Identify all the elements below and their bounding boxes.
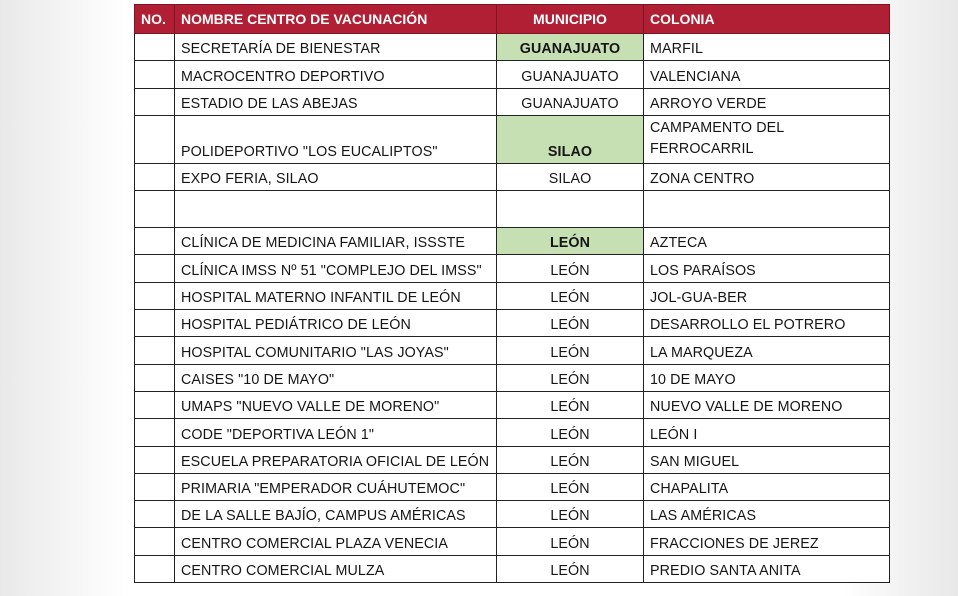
row-number-cell bbox=[135, 34, 175, 61]
row-number-cell bbox=[135, 191, 175, 228]
table-row bbox=[135, 501, 890, 528]
row-number-cell bbox=[135, 391, 175, 418]
table-row bbox=[135, 419, 890, 446]
row-number-cell bbox=[135, 115, 175, 163]
colonia-cell: ARROYO VERDE bbox=[644, 88, 890, 115]
municipio-cell: LEÓN bbox=[497, 555, 644, 582]
header-no: NO. bbox=[135, 5, 175, 34]
center-name-cell: EXPO FERIA, SILAO bbox=[175, 163, 497, 190]
colonia-cell: DESARROLLO EL POTRERO bbox=[644, 310, 890, 337]
municipio-cell bbox=[497, 191, 644, 228]
header-center-name: NOMBRE CENTRO DE VACUNACIÓN bbox=[175, 5, 497, 34]
municipio-cell: LEÓN bbox=[497, 446, 644, 473]
center-name-cell: CLÍNICA DE MEDICINA FAMILIAR, ISSSTE bbox=[175, 228, 497, 255]
colonia-cell: AZTECA bbox=[644, 228, 890, 255]
table-row bbox=[135, 310, 890, 337]
municipio-cell: LEÓN bbox=[497, 391, 644, 418]
center-name-cell: HOSPITAL PEDIÁTRICO DE LEÓN bbox=[175, 310, 497, 337]
center-name-cell: DE LA SALLE BAJÍO, CAMPUS AMÉRICAS bbox=[175, 501, 497, 528]
table-row bbox=[135, 337, 890, 364]
center-name-cell: CENTRO COMERCIAL PLAZA VENECIA bbox=[175, 528, 497, 555]
row-number-cell bbox=[135, 255, 175, 282]
row-number-cell bbox=[135, 446, 175, 473]
center-name-cell: CODE "DEPORTIVA LEÓN 1" bbox=[175, 419, 497, 446]
row-number-cell bbox=[135, 282, 175, 309]
municipio-cell: LEÓN bbox=[497, 473, 644, 500]
center-name-cell: ESTADIO DE LAS ABEJAS bbox=[175, 88, 497, 115]
colonia-cell: MARFIL bbox=[644, 34, 890, 61]
table-row bbox=[135, 282, 890, 309]
row-number-cell bbox=[135, 228, 175, 255]
colonia-cell: LOS PARAÍSOS bbox=[644, 255, 890, 282]
row-number-cell bbox=[135, 364, 175, 391]
colonia-cell bbox=[644, 191, 890, 228]
municipio-cell: GUANAJUATO bbox=[497, 61, 644, 88]
colonia-cell: LEÓN I bbox=[644, 419, 890, 446]
municipio-cell: LEÓN bbox=[497, 419, 644, 446]
center-name-cell: MACROCENTRO DEPORTIVO bbox=[175, 61, 497, 88]
table-row bbox=[135, 255, 890, 282]
table-row bbox=[135, 191, 890, 228]
colonia-cell: VALENCIANA bbox=[644, 61, 890, 88]
row-number-cell bbox=[135, 163, 175, 190]
table-row bbox=[135, 364, 890, 391]
row-number-cell bbox=[135, 473, 175, 500]
colonia-cell: NUEVO VALLE DE MORENO bbox=[644, 391, 890, 418]
row-number-cell bbox=[135, 528, 175, 555]
row-number-cell bbox=[135, 61, 175, 88]
row-number-cell bbox=[135, 337, 175, 364]
row-number-cell bbox=[135, 501, 175, 528]
center-name-cell: CENTRO COMERCIAL MULZA bbox=[175, 555, 497, 582]
row-number-cell bbox=[135, 419, 175, 446]
municipio-cell: LEÓN bbox=[497, 282, 644, 309]
center-name-cell: HOSPITAL COMUNITARIO "LAS JOYAS" bbox=[175, 337, 497, 364]
vaccination-centers-sheet bbox=[134, 4, 889, 583]
municipio-cell: LEÓN bbox=[497, 255, 644, 282]
table-row bbox=[135, 446, 890, 473]
municipio-cell: LEÓN bbox=[497, 337, 644, 364]
table-row bbox=[135, 163, 890, 190]
table-row bbox=[135, 115, 890, 163]
municipio-cell: LEÓN bbox=[497, 501, 644, 528]
center-name-cell: PRIMARIA "EMPERADOR CUÁHUTEMOC" bbox=[175, 473, 497, 500]
colonia-cell: CHAPALITA bbox=[644, 473, 890, 500]
table-row bbox=[135, 61, 890, 88]
colonia-cell: LA MARQUEZA bbox=[644, 337, 890, 364]
table-body bbox=[135, 34, 890, 583]
municipio-cell: LEÓN bbox=[497, 228, 644, 255]
municipio-cell: LEÓN bbox=[497, 528, 644, 555]
table-header-row bbox=[135, 5, 890, 34]
row-number-cell bbox=[135, 88, 175, 115]
colonia-cell: FRACCIONES DE JEREZ bbox=[644, 528, 890, 555]
colonia-cell: 10 DE MAYO bbox=[644, 364, 890, 391]
center-name-cell: UMAPS "NUEVO VALLE DE MORENO" bbox=[175, 391, 497, 418]
table-row bbox=[135, 473, 890, 500]
municipio-cell: LEÓN bbox=[497, 310, 644, 337]
municipio-cell: SILAO bbox=[497, 163, 644, 190]
municipio-cell: GUANAJUATO bbox=[497, 88, 644, 115]
colonia-cell: SAN MIGUEL bbox=[644, 446, 890, 473]
center-name-cell: CLÍNICA IMSS Nº 51 "COMPLEJO DEL IMSS" bbox=[175, 255, 497, 282]
table-row bbox=[135, 391, 890, 418]
colonia-cell: JOL-GUA-BER bbox=[644, 282, 890, 309]
municipio-cell: GUANAJUATO bbox=[497, 34, 644, 61]
colonia-cell: LAS AMÉRICAS bbox=[644, 501, 890, 528]
center-name-cell bbox=[175, 191, 497, 228]
table-row bbox=[135, 34, 890, 61]
table-row bbox=[135, 228, 890, 255]
colonia-cell: CAMPAMENTO DEL FERROCARRIL bbox=[644, 115, 890, 163]
table-row bbox=[135, 528, 890, 555]
center-name-cell: POLIDEPORTIVO "LOS EUCALIPTOS" bbox=[175, 115, 497, 163]
row-number-cell bbox=[135, 555, 175, 582]
table-row bbox=[135, 555, 890, 582]
municipio-cell: LEÓN bbox=[497, 364, 644, 391]
center-name-cell: CAISES "10 DE MAYO" bbox=[175, 364, 497, 391]
row-number-cell bbox=[135, 310, 175, 337]
colonia-cell: ZONA CENTRO bbox=[644, 163, 890, 190]
municipio-cell: SILAO bbox=[497, 115, 644, 163]
center-name-cell: SECRETARÍA DE BIENESTAR bbox=[175, 34, 497, 61]
table-row bbox=[135, 88, 890, 115]
center-name-cell: HOSPITAL MATERNO INFANTIL DE LEÓN bbox=[175, 282, 497, 309]
vaccination-centers-table bbox=[134, 4, 890, 583]
header-municipio: MUNICIPIO bbox=[497, 5, 644, 34]
header-colonia: COLONIA bbox=[644, 5, 890, 34]
colonia-cell: PREDIO SANTA ANITA bbox=[644, 555, 890, 582]
center-name-cell: ESCUELA PREPARATORIA OFICIAL DE LEÓN bbox=[175, 446, 497, 473]
